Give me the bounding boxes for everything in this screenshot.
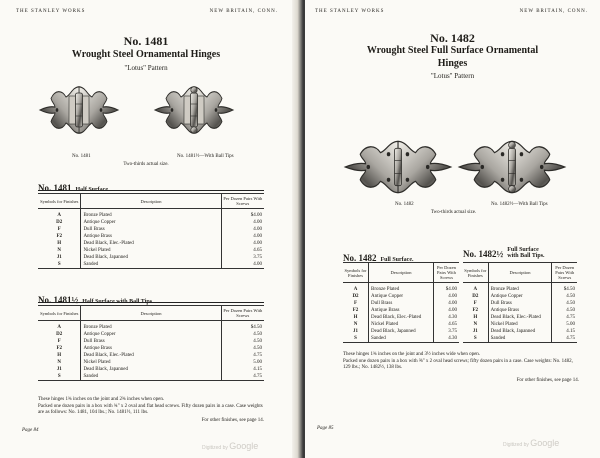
table-header-row [463,263,577,283]
price-per-dozen: 4.30 [433,314,459,321]
finish-symbol: A [57,212,62,218]
section-number: No. 1481½ [38,295,79,305]
finish-symbol: F2 [56,233,62,239]
price-table-1481 [38,193,264,269]
symbol-column-header: Symbols for Finishes [463,263,488,283]
table-header-row [38,194,264,209]
price-per-dozen: 3.75 [221,254,264,261]
finish-description: Dull Brass [369,300,434,307]
hinge-1481-illustration [0,76,292,156]
price-per-dozen: $4.50 [552,286,577,293]
finish-symbol: H [473,314,478,320]
symbol-column-header: Symbols for Finishes [343,263,369,283]
finish-symbol: H [353,314,358,320]
section-label-line-1: Full Surface [507,247,539,254]
section-label: Full Surface. [380,257,414,263]
symbol-column-header: Symbols for Finishes [38,306,81,321]
finish-symbol: S [38,261,81,269]
table-row [343,300,459,307]
caption-1481: No. 1481 [72,154,91,159]
finish-symbol: N [57,359,62,365]
table-row [463,335,577,343]
price-per-dozen: 4.75 [552,335,577,343]
finish-symbol: N [57,247,62,253]
finish-symbol: D2 [56,331,63,337]
page-header-right: NEW BRITAIN, CONN. [519,9,588,14]
description-column-header: Description [369,263,434,283]
watermark-prefix: Digitized by [503,442,529,448]
watermark-logo: Google [530,438,560,448]
product-number: No. 1481 [123,34,169,48]
table-row [343,286,459,293]
product-title: Wrought Steel Ornamental Hinges [71,49,221,60]
finish-symbol: A [353,286,358,292]
finish-symbol: F [473,300,477,306]
finish-symbol: D2 [352,293,359,299]
finish-description: Antique Brass [488,307,552,314]
table-row [343,293,459,300]
finish-symbol: J1 [472,328,478,334]
section-rule [38,190,264,191]
finish-symbol: F2 [56,345,62,351]
finish-description: Dead Black, Elec.-Plated [488,314,552,321]
price-per-dozen: 4.50 [552,300,577,307]
finish-symbol: J1 [56,254,62,260]
finish-description: Dead Black, Japanned [81,366,221,373]
page-header-left: THE STANLEY WORKS [16,9,86,14]
finish-symbol: A [57,324,62,330]
finish-description: Dead Black, Elec.-Plated [81,352,221,359]
price-per-dozen: 4.15 [552,328,577,335]
finish-description: Antique Copper [81,331,221,338]
section-number: No. 1482 [343,253,377,263]
price-column-header: Per Dozen Pairs With Screws [433,263,459,283]
price-table-1482 [343,262,459,343]
price-per-dozen: 4.00 [221,226,264,233]
finish-description: Bronze Plated [81,324,221,331]
finish-description: Antique Brass [81,233,221,240]
section-number: No. 1481 [38,183,72,193]
price-per-dozen: $4.00 [433,286,459,293]
table-row [38,338,264,345]
scale-note: Two-thirds actual size. [123,162,169,167]
finish-description: Bronze Plated [369,286,434,293]
table-row [343,321,459,328]
caption-1482-half: No. 1482½—With Ball Tips [491,202,548,207]
finish-description: Nickel Plated [369,321,434,328]
price-per-dozen: $4.00 [221,212,264,219]
finish-description: Sanded [81,373,221,381]
description-column-header: Description [81,194,221,209]
packing-note: Packed one dozen pairs in a box with ¾" x 2 oval and flat head screws. Fifty dozen pairs in a case. Case weights are as follows: No. 1481, 104 lbs.; No. 1481½, 111 lbs. [38,403,263,415]
price-table-1482-half [463,262,577,343]
finish-description: Antique Copper [369,293,434,300]
price-per-dozen: 5.00 [552,321,577,328]
finish-symbol: F [57,338,61,344]
finish-description: Dull Brass [81,226,221,233]
table-row [38,247,264,254]
finish-description: Antique Copper [488,293,552,300]
price-per-dozen: 4.00 [433,307,459,314]
finish-symbol: H [57,240,62,246]
table-row [38,226,264,233]
description-column-header: Description [81,306,221,321]
table-row [38,352,264,359]
section-rule [38,302,264,303]
price-per-dozen: 4.00 [221,233,264,240]
finish-symbol: J1 [353,328,358,334]
table-row [343,314,459,321]
packing-note: Packed one dozen pairs in a box with ⅝" x 2 oval head screws; fifty dozen pairs in a case. Case weights: No. 1482, 129 lbs.; No. 1482½, 138 lbs. [343,358,573,370]
table-row [38,254,264,261]
section-label: Half Surface. [75,187,110,193]
table-row [38,359,264,366]
caption-1481-half: No. 1481½—With Ball Tips [177,154,234,159]
price-per-dozen: 4.50 [221,345,264,352]
table-row [38,345,264,352]
page-number: Page 84 [22,428,39,433]
finish-symbol: F [57,226,61,232]
table-row [343,328,459,335]
price-per-dozen: 4.50 [552,293,577,300]
table-row [463,293,577,300]
section-heading-1482-half [463,244,545,262]
finish-symbol: S [343,335,369,343]
finish-description: Sanded [81,261,221,269]
table-header-row [343,263,459,283]
other-finishes-note: For other finishes, see page 14. [201,418,264,423]
page-header-left: THE STANLEY WORKS [315,9,385,14]
price-column-header: Per Dozen Pairs With Screws [221,194,264,209]
section-label [507,247,544,259]
finish-description: Sanded [488,335,552,343]
product-title-line-1: Wrought Steel Full Surface Ornamental [366,45,539,56]
section-label: Half Surface with Ball Tips. [82,299,154,305]
price-per-dozen: 4.50 [552,307,577,314]
section-number: No. 1482½ [463,249,504,259]
book-gutter [292,0,303,458]
finish-description: Dead Black, Japanned [81,254,221,261]
table-row [38,240,264,247]
price-per-dozen: 4.50 [221,338,264,345]
price-column-header: Per Dozen Pairs With Screws [552,263,577,283]
table-row [38,373,264,381]
symbol-column-header: Symbols for Finishes [38,194,81,209]
finish-description: Sanded [369,335,434,343]
table-row [463,300,577,307]
price-per-dozen: 4.30 [433,335,459,343]
finish-description: Nickel Plated [81,247,221,254]
product-title-line-2: Hinges [437,58,468,69]
finish-description: Bronze Plated [81,212,221,219]
finish-description: Dull Brass [488,300,552,307]
price-column-header: Per Dozen Pairs With Screws [221,306,264,321]
finish-symbol: H [57,352,62,358]
table-row [38,212,264,219]
table-row [343,335,459,343]
price-per-dozen: 5.00 [221,359,264,366]
scale-note: Two-thirds actual size. [430,210,477,215]
finish-description: Antique Brass [81,345,221,352]
finish-symbol: N [353,321,358,327]
finish-description: Antique Copper [81,219,221,226]
finish-symbol: N [473,321,478,327]
finish-description: Dead Black, Japanned [488,328,552,335]
finish-description: Nickel Plated [488,321,552,328]
finish-symbol: A [473,286,478,292]
price-per-dozen: 4.75 [552,314,577,321]
table-row [463,307,577,314]
other-finishes-note: For other finishes, see page 14. [516,378,579,383]
table-row [343,307,459,314]
digitized-watermark [503,438,559,448]
price-per-dozen: 4.50 [221,331,264,338]
table-row [463,286,577,293]
table-row [38,219,264,226]
section-label-line-2: with Ball Tips. [507,253,545,260]
finish-symbol: F [353,300,358,306]
finish-symbol: F2 [472,307,479,313]
left-catalog-page [0,0,292,458]
hinge-1482-illustration [305,130,600,210]
page-header-right: NEW BRITAIN, CONN. [209,9,278,14]
finish-symbol: S [38,373,81,381]
price-per-dozen: 4.65 [433,321,459,328]
finish-symbol: S [463,335,488,343]
price-per-dozen: 4.00 [221,261,264,269]
table-header-row [38,306,264,321]
price-per-dozen: 4.75 [221,352,264,359]
right-catalog-page [303,0,600,458]
watermark-prefix: Digitized by [202,445,228,451]
table-row [463,314,577,321]
finish-description: Nickel Plated [81,359,221,366]
finish-description: Antique Brass [369,307,434,314]
table-row [38,366,264,373]
price-per-dozen: 4.75 [221,373,264,381]
finish-symbol: D2 [56,219,63,225]
table-row [463,328,577,335]
table-row [38,324,264,331]
finish-symbol: D2 [472,293,479,299]
table-row [38,261,264,269]
table-row [38,331,264,338]
caption-1482: No. 1482 [395,202,414,207]
finish-description: Dead Black, Elec.-Plated [369,314,434,321]
packing-notes [343,352,579,372]
price-per-dozen: 4.00 [433,293,459,300]
price-table-1481-half [38,305,264,381]
table-row [463,321,577,328]
product-number: No. 1482 [430,31,475,45]
watermark-logo: Google [229,441,259,451]
digitized-watermark [202,441,258,451]
price-per-dozen: 4.00 [221,240,264,247]
finish-description: Dead Black, Elec.-Plated [81,240,221,247]
page-number: Page 85 [317,426,334,431]
price-per-dozen: 4.65 [221,247,264,254]
price-per-dozen: 4.00 [221,219,264,226]
description-column-header: Description [488,263,552,283]
finish-description: Dull Brass [81,338,221,345]
price-per-dozen: 3.75 [433,328,459,335]
price-per-dozen: 4.15 [221,366,264,373]
price-per-dozen: $4.50 [221,324,264,331]
finish-description: Bronze Plated [488,286,552,293]
finish-symbol: J1 [56,366,62,372]
dimension-note: These hinges 1¾ inches on the joint and 2¾ inches when open. [38,397,165,402]
pattern-name: "Lotus" Pattern [124,64,168,72]
packing-notes [38,397,264,417]
finish-description: Dead Black, Japanned [369,328,434,335]
pattern-name: "Lotus" Pattern [430,72,475,80]
finish-symbol: F2 [352,307,359,313]
price-per-dozen: 4.00 [433,300,459,307]
table-row [38,233,264,240]
dimension-note: These hinges 1¾ inches on the joint and 3½ inches wide when open. [343,352,481,357]
